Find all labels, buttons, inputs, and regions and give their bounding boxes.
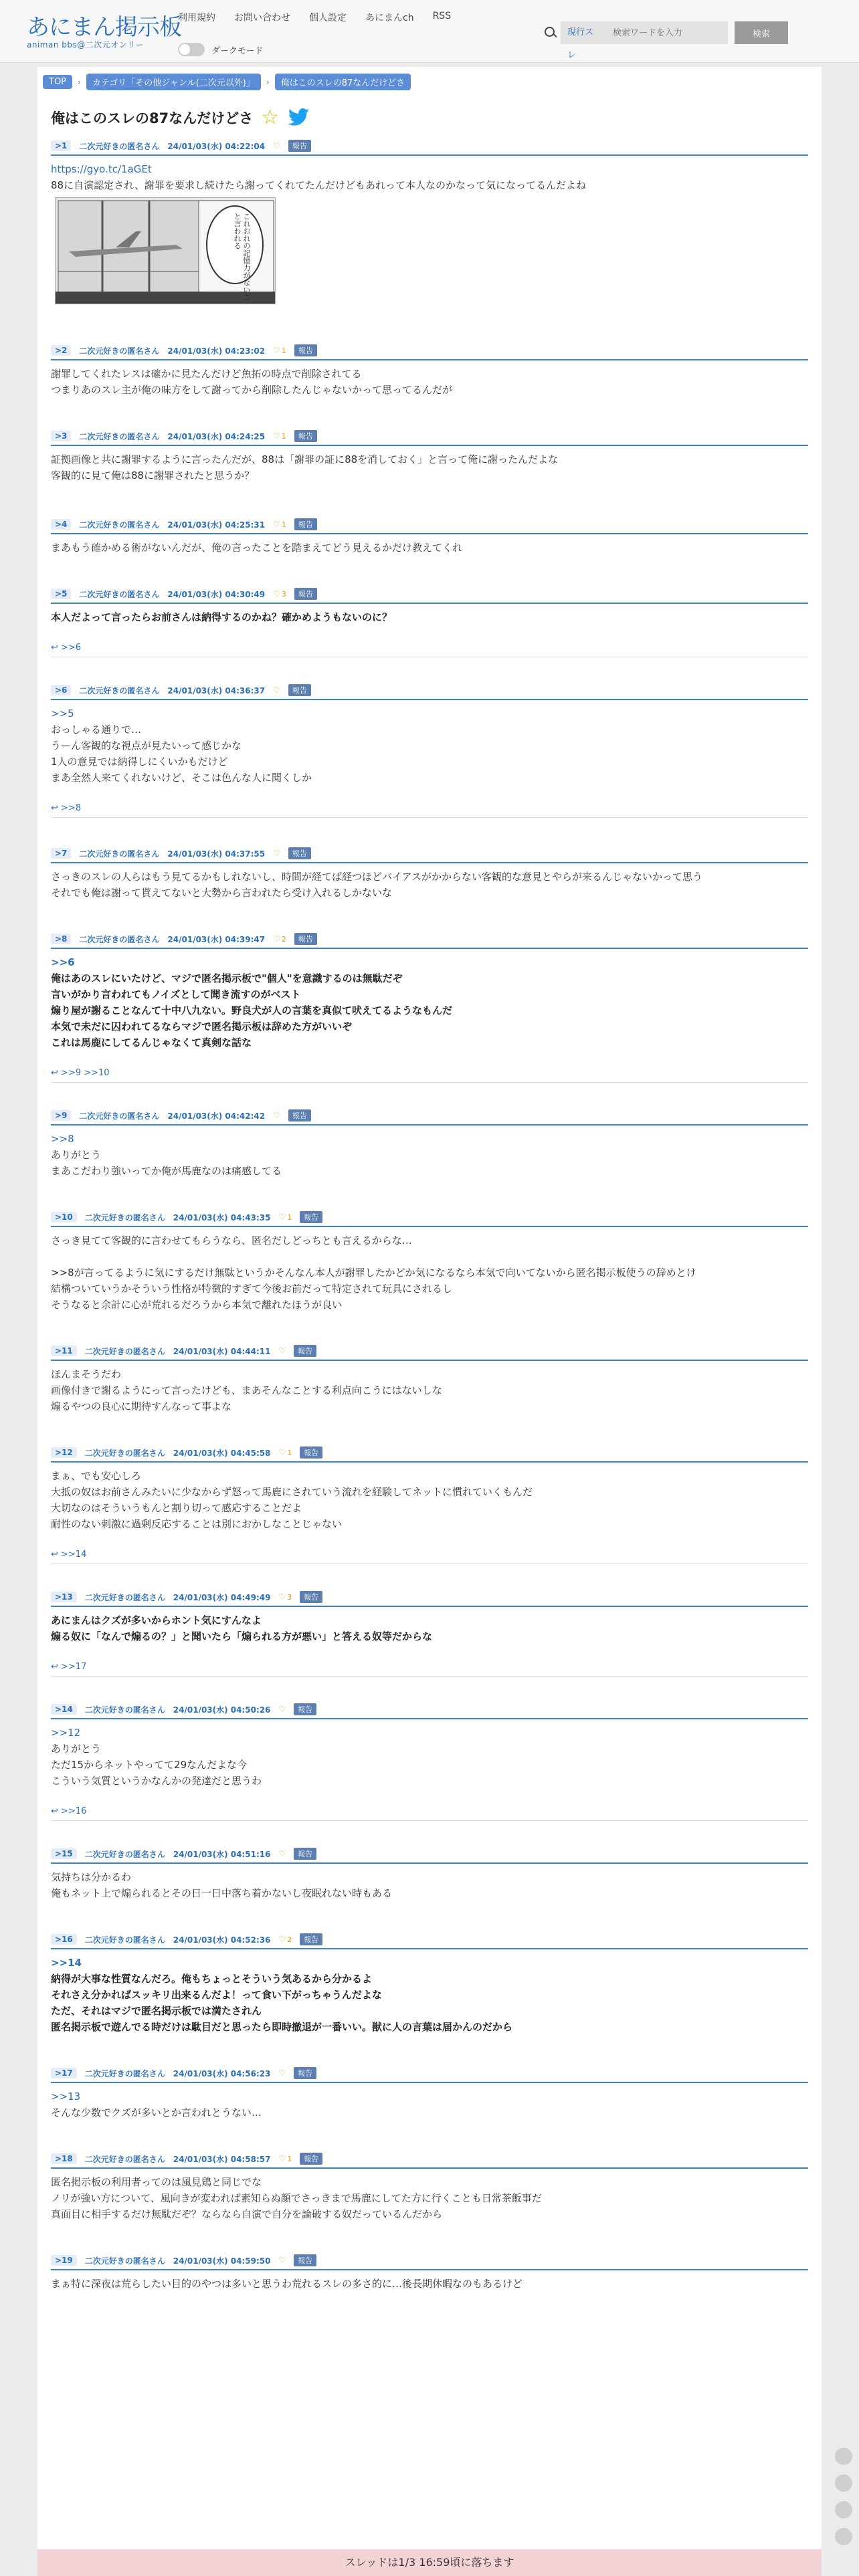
poster-name: 二次元好きの匿名さん — [79, 685, 160, 695]
reply-links — [51, 1662, 808, 1677]
post-body — [51, 949, 808, 1056]
post-date: 24/01/03(水) 04:36:37 — [167, 685, 266, 695]
post-line: 本人だよって言ったらお前さんは納得するのかね？確かめようもないのに？ — [51, 611, 393, 623]
post-header — [51, 1444, 808, 1463]
page-title: 俺はこのスレの87なんだけどさ — [51, 110, 254, 126]
reply-link[interactable]: >>6 — [61, 643, 82, 653]
post-line: 俺もネット上で煽られるとその日一日中落ち着かないし夜眠れない時もある — [51, 1887, 393, 1899]
post-line — [51, 1249, 808, 1265]
post — [51, 585, 808, 657]
favorite-star-icon[interactable]: ☆ — [261, 106, 280, 129]
post-line: 言いがかり言われてもノイズとして聞き流すのがベスト — [51, 988, 301, 1000]
like-count: 1 — [281, 431, 286, 441]
report-button[interactable]: 報告 — [294, 518, 317, 530]
post-number[interactable]: >7 — [51, 848, 71, 859]
poster-name: 二次元好きの匿名さん — [79, 141, 160, 151]
report-button[interactable]: 報告 — [294, 1703, 316, 1715]
post-date: 24/01/03(水) 04:58:57 — [173, 2154, 271, 2164]
post — [51, 2252, 808, 2297]
post-header — [51, 1931, 808, 1949]
poster-name: 二次元好きの匿名さん — [79, 934, 160, 944]
post-body — [51, 1125, 808, 1184]
report-button[interactable]: 報告 — [300, 1933, 322, 1945]
post-body — [51, 2270, 808, 2297]
post-number[interactable]: >13 — [51, 1592, 77, 1602]
post — [51, 2150, 808, 2228]
report-button[interactable]: 報告 — [300, 1211, 322, 1223]
logo-title: あにまん掲示板 — [27, 14, 181, 41]
thread-expiry-notice: スレッドは1/3 16:59頃に落ちます — [37, 2549, 822, 2576]
post-date: 24/01/03(水) 04:50:26 — [173, 1705, 271, 1715]
post-header — [51, 342, 808, 360]
like-heart-icon[interactable]: ♡ — [278, 2154, 286, 2163]
post-line: ただ15からネットやってて29なんだよな今 — [51, 1759, 248, 1771]
reply-link[interactable]: >>16 — [61, 1806, 87, 1816]
post-body — [51, 534, 808, 561]
post-date: 24/01/03(水) 04:24:25 — [167, 431, 266, 441]
post — [51, 516, 808, 561]
post-list — [37, 137, 822, 2297]
post-date: 24/01/03(水) 04:22:04 — [167, 141, 266, 151]
post-line: 本気で未だに囚われてるならマジで匿名掲示板は辞めた方がいいぞ — [51, 1021, 353, 1033]
post-header — [51, 1208, 808, 1227]
thread-title-row — [37, 90, 822, 137]
post-line: 真面目に相手するだけ無駄だぞ？ならなら自演で自分を論破する奴だっているんだから — [51, 2208, 443, 2220]
post-line: まあ全然人来てくれないけど、そこは色んな人に聞くしか — [51, 772, 312, 784]
post — [51, 1588, 808, 1677]
search-input[interactable] — [605, 21, 728, 44]
like-heart-icon[interactable]: ♡ — [273, 849, 280, 858]
post-header — [51, 2064, 808, 2083]
post — [51, 2064, 808, 2126]
poster-name: 二次元好きの匿名さん — [84, 1212, 165, 1222]
reply-link[interactable]: >>9 >>10 — [61, 1068, 110, 1078]
report-button[interactable]: 報告 — [288, 684, 311, 696]
post-line: うーん客観的な視点が見たいって感じかな — [51, 740, 242, 752]
post-line: 1人の意見では納得しにくいかもだけど — [51, 756, 228, 768]
like-heart-icon[interactable]: ♡ — [273, 346, 280, 355]
post-number[interactable]: >2 — [51, 345, 71, 356]
post-header — [51, 930, 808, 949]
post-line: こういう気質というかなんかの発達だと思うわ — [51, 1775, 262, 1787]
post-line: 大抵の奴はお前さんみたいに少なからず怒って馬鹿にされていう流れを経験してネットに慣れていくもんだ — [51, 1486, 533, 1498]
post-body — [51, 2169, 808, 2228]
poster-name: 二次元好きの匿名さん — [84, 1448, 165, 1458]
breadcrumb-separator: › — [78, 77, 81, 87]
report-button[interactable]: 報告 — [294, 344, 317, 356]
report-button[interactable]: 報告 — [294, 1848, 316, 1860]
post-body — [51, 1719, 808, 1794]
like-heart-icon[interactable]: ♡ — [278, 2256, 286, 2265]
post-line: まあもう確かめる術がないんだが、俺の言ったことを踏まえてどう見えるかだけ教えてくれ — [51, 542, 463, 554]
post-number[interactable]: >16 — [51, 1934, 77, 1945]
poster-name: 二次元好きの匿名さん — [84, 1705, 165, 1715]
poster-name: 二次元好きの匿名さん — [84, 1935, 165, 1945]
post-line: ありがとう — [51, 1743, 102, 1755]
post-number[interactable]: >3 — [51, 431, 71, 441]
post-header — [51, 1342, 808, 1361]
post-header — [51, 1107, 808, 1125]
post-line: 納得が大事な性質なんだろ。俺もちょっとそういう気あるから分かるよ — [51, 1973, 373, 1985]
report-button[interactable]: 報告 — [288, 1109, 311, 1121]
post-link[interactable]: >>12 — [51, 1727, 81, 1739]
post-line: これは馬鹿にしてるんじゃなくて真剣な話な — [51, 1037, 252, 1049]
post-line: そうなると余計に心が荒れるだろうから本気で離れたほうが良い — [51, 1299, 343, 1311]
like-heart-icon[interactable]: ♡ — [278, 1935, 286, 1944]
post-header — [51, 2150, 808, 2169]
compose-icon[interactable] — [835, 2501, 852, 2518]
report-button[interactable]: 報告 — [294, 430, 317, 442]
dark-mode-toggle[interactable] — [178, 43, 205, 56]
post-number[interactable]: >18 — [51, 2153, 77, 2164]
report-button[interactable]: 報告 — [294, 1345, 316, 1357]
post-link[interactable]: >>14 — [51, 1957, 82, 1969]
site-logo[interactable] — [27, 15, 181, 50]
post-link[interactable]: >>6 — [51, 956, 75, 968]
post-line: あにまんはクズが多いからホント気にすんなよ — [51, 1614, 262, 1626]
reply-arrow-icon: ↩ — [51, 1662, 62, 1672]
post-line: まぁ、でも安心しろ — [51, 1470, 142, 1482]
like-heart-icon[interactable]: ♡ — [278, 1448, 286, 1457]
post-date: 24/01/03(水) 04:23:02 — [167, 346, 266, 356]
poster-name: 二次元好きの匿名さん — [79, 431, 160, 441]
like-heart-icon[interactable]: ♡ — [273, 1111, 280, 1120]
post-line: つまりあのスレ主が俺の味方をして謝ってから削除したんじゃないかって思ってるんだが — [51, 384, 453, 396]
nav-animanch-link[interactable]: あにまんch — [365, 13, 414, 23]
like-heart-icon[interactable]: ♡ — [278, 1212, 286, 1222]
search-scope-select[interactable]: 現行スレ — [561, 21, 605, 44]
post-date: 24/01/03(水) 04:39:47 — [167, 934, 266, 944]
poster-name: 二次元好きの匿名さん — [84, 1592, 165, 1602]
post-body — [51, 1227, 808, 1318]
post-line: 煽り屋が謝ることなんて十中八九ない。野良犬が人の言葉を真似て吠えてるようなもんだ — [51, 1004, 453, 1016]
reply-links — [51, 1549, 808, 1564]
post-line: 煽る奴に「なんで煽るの？」と聞いたら「煽られる方が悪い」と答える奴等だからな — [51, 1630, 433, 1642]
search-bar — [541, 21, 788, 60]
post-line: 大切なのはそういうもんと割り切って感応することだよ — [51, 1502, 302, 1514]
post-body — [51, 1607, 808, 1650]
post-line: 客観的に見て俺は88に謝罪されたと思うか？ — [51, 469, 255, 481]
post-date: 24/01/03(水) 04:59:50 — [173, 2256, 271, 2266]
post-link[interactable]: >>13 — [51, 2090, 81, 2103]
post-date: 24/01/03(水) 04:56:23 — [173, 2068, 271, 2078]
reply-links — [51, 1806, 808, 1821]
post-line: さっき見てて客観的に言わせてもらうなら、匿名だしどっちとも言えるからな… — [51, 1235, 412, 1247]
post-date: 24/01/03(水) 04:30:49 — [167, 589, 266, 599]
like-count: 3 — [281, 589, 286, 599]
like-heart-icon[interactable]: ♡ — [273, 685, 280, 695]
post-line: 匿名掲示板で遊んでる時だけは駄目だと思ったら即時撤退が一番いい。獣に人の言葉は届かんのだから — [51, 2021, 513, 2033]
like-heart-icon[interactable]: ♡ — [273, 520, 280, 529]
like-heart-icon[interactable]: ♡ — [273, 141, 280, 150]
post-line: 煽るやつの良心に期待すんなって事よな — [51, 1400, 232, 1412]
post-number[interactable]: >9 — [51, 1110, 71, 1121]
like-heart-icon[interactable]: ♡ — [278, 1346, 286, 1356]
post-body — [51, 360, 808, 403]
like-heart-icon[interactable]: ♡ — [278, 2068, 286, 2078]
post-number[interactable]: >11 — [51, 1346, 77, 1356]
post — [51, 930, 808, 1083]
like-heart-icon[interactable]: ♡ — [273, 431, 280, 441]
reply-arrow-icon: ↩ — [51, 803, 62, 813]
settings-gear-icon[interactable] — [835, 2528, 852, 2545]
post — [51, 1845, 808, 1907]
post-line: 謝罪してくれたレスは確かに見たんだけど魚拓の時点で削除されてる — [51, 368, 362, 380]
reload-icon[interactable] — [835, 2474, 852, 2492]
post — [51, 845, 808, 906]
like-heart-icon[interactable]: ♡ — [278, 1592, 286, 1602]
scroll-top-icon[interactable] — [835, 2448, 852, 2465]
poster-name: 二次元好きの匿名さん — [79, 1111, 160, 1121]
post-date: 24/01/03(水) 04:44:11 — [173, 1346, 271, 1356]
post-line: まぁ特に深夜は荒らしたい目的のやつは多いと思うわ荒れるスレの多さ的に…後長期休暇なのもあるけど — [51, 2278, 523, 2290]
report-button[interactable]: 報告 — [294, 2067, 316, 2079]
post-number[interactable]: >15 — [51, 1848, 77, 1859]
like-heart-icon[interactable]: ♡ — [273, 589, 280, 599]
post-date: 24/01/03(水) 04:25:31 — [167, 520, 266, 530]
reply-links — [51, 1068, 808, 1083]
dark-mode-control — [178, 43, 263, 56]
post-header — [51, 427, 808, 446]
post-line: ノリが強い方について、風向きが変われば素知らぬ顔でさっきまで馬鹿にしてた方に行くことも日常茶飯事だ — [51, 2192, 542, 2204]
dark-mode-label: ダークモード — [211, 45, 264, 56]
post-date: 24/01/03(水) 04:42:42 — [167, 1111, 266, 1121]
reply-link[interactable]: >>14 — [61, 1549, 87, 1560]
like-count: 1 — [287, 2154, 292, 2163]
post-number[interactable]: >8 — [51, 934, 71, 944]
post-body — [51, 863, 808, 906]
poster-name: 二次元好きの匿名さん — [79, 589, 160, 599]
post-line: まあこだわり強いってか俺が馬鹿なのは痛感してる — [51, 1165, 282, 1177]
reply-links — [51, 803, 808, 818]
breadcrumb-separator: › — [266, 77, 270, 87]
poster-name: 二次元好きの匿名さん — [84, 1346, 165, 1356]
post-body — [51, 700, 808, 791]
post — [51, 681, 808, 818]
post — [51, 342, 808, 403]
poster-name: 二次元好きの匿名さん — [79, 849, 160, 859]
post-header — [51, 681, 808, 700]
poster-name: 二次元好きの匿名さん — [84, 2154, 165, 2164]
like-count: 1 — [281, 346, 286, 355]
poster-name: 二次元好きの匿名さん — [84, 2256, 165, 2266]
report-button[interactable]: 報告 — [300, 1446, 322, 1459]
like-count: 2 — [287, 1935, 292, 1944]
post — [51, 1342, 808, 1420]
nav-settings-link[interactable]: 個人設定 — [309, 13, 347, 23]
breadcrumb-thread[interactable]: 俺はこのスレの87なんだけどさ — [275, 74, 411, 90]
main-content — [37, 67, 822, 2576]
report-button[interactable]: 報告 — [300, 1591, 322, 1603]
post-number[interactable]: >17 — [51, 2068, 77, 2078]
poster-name: 二次元好きの匿名さん — [79, 520, 160, 530]
post-number[interactable]: >14 — [51, 1704, 77, 1715]
search-button[interactable]: 検索 — [735, 21, 788, 44]
like-heart-icon[interactable]: ♡ — [278, 1705, 286, 1714]
reply-arrow-icon: ↩ — [51, 1068, 62, 1078]
post-date: 24/01/03(水) 04:49:49 — [173, 1592, 271, 1602]
poster-name: 二次元好きの匿名さん — [84, 2068, 165, 2078]
post-line: そんな少数でクズが多いとか言われとうない… — [51, 2107, 262, 2119]
post-line: ほんまそうだわ — [51, 1368, 122, 1380]
breadcrumb-category[interactable]: カテゴリ「その他ジャンル(二次元以外)」 — [86, 74, 261, 90]
post-line: ただ、それはマジで匿名掲示板では満たされん — [51, 2005, 262, 2017]
post-body — [51, 446, 808, 489]
post-number[interactable]: >12 — [51, 1447, 77, 1458]
post-header — [51, 1701, 808, 1719]
report-button[interactable]: 報告 — [294, 2254, 316, 2266]
post-body — [51, 1463, 808, 1537]
post-line: 証拠画像と共に謝罪するように言ったんだが、88は「謝罪の証に88を消しておく」と言って俺に謝ったんだよな — [51, 453, 559, 465]
like-heart-icon[interactable]: ♡ — [273, 934, 280, 944]
reply-arrow-icon: ↩ — [51, 1806, 62, 1816]
post-header — [51, 1845, 808, 1864]
post-body — [51, 1864, 808, 1907]
post-number[interactable]: >4 — [51, 519, 71, 530]
post-header — [51, 516, 808, 534]
post-line: ありがとう — [51, 1149, 102, 1161]
post-line: おっしゃる通りで… — [51, 724, 142, 736]
like-count: 1 — [287, 1448, 292, 1457]
post — [51, 427, 808, 489]
twitter-share-icon[interactable] — [287, 108, 311, 127]
post-line: それさえ分かればスッキリ出来るんだよ！って食い下がっちゃうんだよな — [51, 1989, 382, 2001]
reply-arrow-icon: ↩ — [51, 1549, 62, 1560]
post-body — [51, 604, 808, 631]
post-body — [51, 2083, 808, 2126]
post-date: 24/01/03(水) 04:43:35 — [173, 1212, 271, 1222]
post-line: 結構ついていうかそういう性格が特徴的すぎて今後お前だって特定されて玩具にされるし — [51, 1283, 453, 1295]
post-number[interactable]: >1 — [51, 140, 71, 151]
like-heart-icon[interactable]: ♡ — [278, 1849, 286, 1858]
like-count: 1 — [287, 1212, 292, 1222]
post-header — [51, 1588, 808, 1607]
image-speech-text: これおれの記憶力がないこと言われる — [233, 213, 251, 301]
post-body — [51, 156, 808, 310]
report-button[interactable]: 報告 — [294, 933, 317, 945]
post-number[interactable]: >5 — [51, 588, 71, 599]
report-button[interactable]: 報告 — [294, 588, 317, 600]
like-count: 2 — [281, 934, 286, 944]
report-button[interactable]: 報告 — [288, 140, 311, 152]
post-header — [51, 2252, 808, 2270]
breadcrumb-top[interactable]: TOP — [43, 75, 72, 89]
post — [51, 1701, 808, 1821]
post-number[interactable]: >19 — [51, 2255, 77, 2266]
poster-name: 二次元好きの匿名さん — [84, 1849, 165, 1859]
post-header — [51, 845, 808, 863]
top-nav — [178, 11, 451, 24]
post-body — [51, 1949, 808, 2040]
logo-subtitle: animan bbs@二次元オンリー — [27, 40, 145, 49]
reply-arrow-icon: ↩ — [51, 643, 62, 653]
post-link[interactable]: >>5 — [51, 708, 74, 720]
post-link[interactable]: >>8 — [51, 1133, 74, 1145]
reply-link[interactable]: >>17 — [61, 1662, 87, 1672]
post-line: >>8が言ってるように気にするだけ無駄というかそんなん本人が謝罪したかどか気になるなら本気で向いてないから匿名掲示板使うの辞めとけ — [51, 1267, 696, 1279]
like-count: 3 — [287, 1592, 292, 1602]
post-line: さっきのスレの人らはもう見てるかもしれないし、時間が経てば経つほどバイアスがかからない客観的な意見とやらが来るんじゃないかって思う — [51, 871, 702, 883]
site-header — [0, 0, 859, 63]
post — [51, 1444, 808, 1564]
post-line: 匿名掲示板の利用者ってのは風見鶏と同じでな — [51, 2176, 262, 2188]
post-header — [51, 137, 808, 156]
nav-terms-link[interactable]: 利用規約 — [178, 13, 215, 23]
reply-link[interactable]: >>8 — [61, 803, 82, 813]
reply-links — [51, 643, 808, 657]
post-date: 24/01/03(水) 04:51:16 — [173, 1849, 271, 1859]
post — [51, 1208, 808, 1318]
post — [51, 1931, 808, 2040]
post-link[interactable]: https://gyo.tc/1aGEt — [51, 163, 152, 175]
poster-name: 二次元好きの匿名さん — [79, 346, 160, 356]
nav-contact-link[interactable]: お問い合わせ — [234, 13, 290, 23]
post-image[interactable] — [55, 197, 276, 304]
post — [51, 137, 808, 310]
post-line: 耐性のない刺激に過剰反応することは別におかしなことじゃない — [51, 1518, 343, 1530]
like-count: 1 — [281, 520, 286, 529]
breadcrumb — [37, 67, 822, 90]
nav-rss-link[interactable]: RSS — [432, 11, 452, 21]
search-icon — [541, 21, 561, 44]
post — [51, 1107, 808, 1184]
post-date: 24/01/03(水) 04:37:55 — [167, 849, 266, 859]
post-line: 88に自演認定され、謝罪を要求し続けたら謝ってくれてたんだけどもあれって本人なのかなって気になってるんだよね — [51, 179, 586, 191]
post-date: 24/01/03(水) 04:52:36 — [173, 1935, 271, 1945]
post-number[interactable]: >6 — [51, 685, 71, 695]
post-body — [51, 1361, 808, 1420]
post-line: 気持ちは分かるわ — [51, 1871, 132, 1883]
post-number[interactable]: >10 — [51, 1212, 77, 1222]
report-button[interactable]: 報告 — [288, 847, 311, 859]
report-button[interactable]: 報告 — [300, 2153, 322, 2165]
post-header — [51, 585, 808, 604]
post-line: それでも俺は謝って貰えてないと大勢から言われたら受け入れるしかないな — [51, 887, 393, 899]
post-date: 24/01/03(水) 04:45:58 — [173, 1448, 271, 1458]
post-line: 画像付きで謝るようにって言ったけども、まあそんなことする利点向こうにはないしな — [51, 1384, 442, 1396]
post-line: 俺はあのスレにいたけど、マジで匿名掲示板で"個人"を意識するのは無駄だぞ — [51, 972, 403, 984]
